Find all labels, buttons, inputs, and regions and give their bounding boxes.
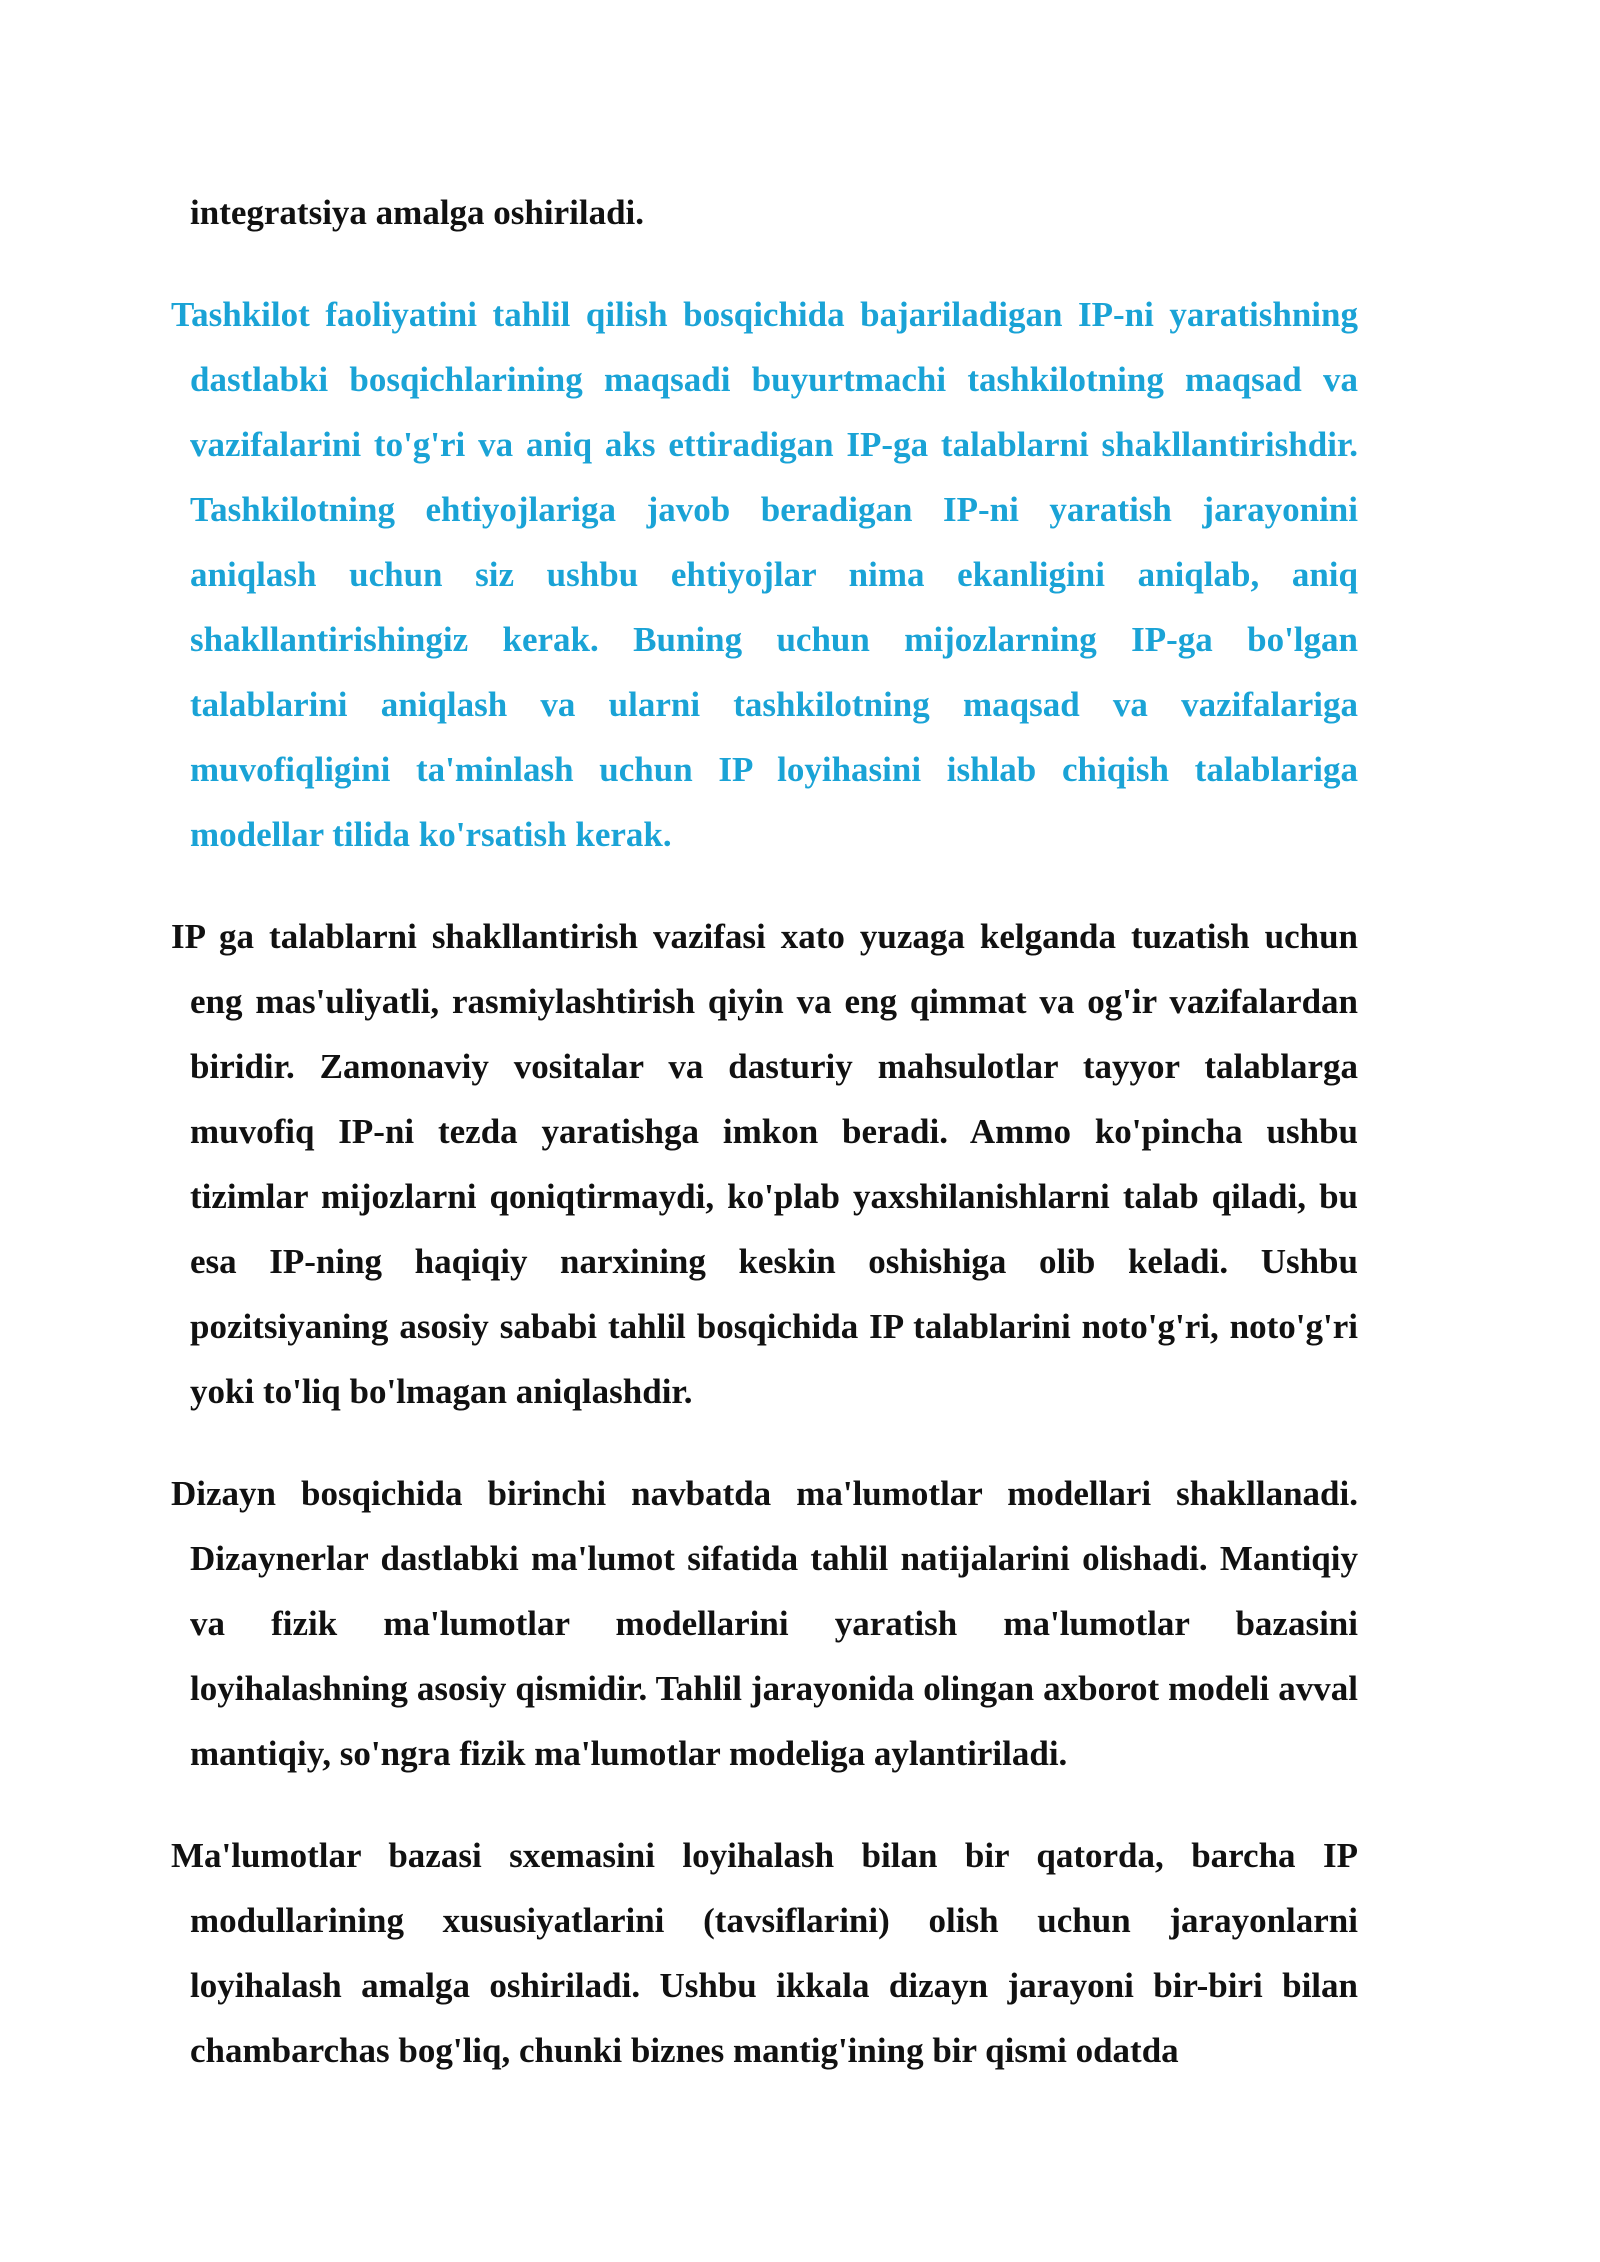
paragraph-design-stage: Dizayn bosqichida birinchi navbatda ma'lumotlar modellari shakllanadi. Dizaynerlar dastlabki ma'lumot sifatida tahlil natijalarini olishadi. Mantiqiy va fizik ma'lumotlar modellarini yaratish ma'lumotlar bazasini loyihalashning asosiy qismidir. Tahlil jarayonida olingan axborot modeli avval mantiqiy, so'ngra fizik ma'lumotlar modeliga aylantiriladi.	[171, 1474, 1358, 1773]
paragraph-continuation: integratsiya amalga oshiriladi.	[190, 193, 645, 232]
paragraph-requirements: IP ga talablarni shakllantirish vazifasi xato yuzaga kelganda tuzatish uchun eng mas'uliyatli, rasmiylashtirish qiyin va eng qimmat va og'ir vazifalardan biridir. Zamonaviy vositalar va dasturiy mahsulotlar tayyor talablarga muvofiq IP-ni tezda yaratishga imkon beradi. Ammo ko'pincha ushbu tizimlar mijozlarni qoniqtirmaydi, ko'plab yaxshilanishlarni talab qiladi, bu esa IP-ning haqiqiy narxining keskin oshishiga olib keladi. Ushbu pozitsiyaning asosiy sababi tahlil bosqichida IP talablarini noto'g'ri, noto'g'ri yoki to'liq bo'lmagan aniqlashdir.	[171, 917, 1358, 1411]
paragraph-highlighted: Tashkilot faoliyatini tahlil qilish bosqichida bajariladigan IP-ni yaratishning dastlabki bosqichlarining maqsadi buyurtmachi tashkilotning maqsad va vazifalarini to'g'ri va aniq aks ettiradigan IP-ga talablarni shakllantirishdir. Tashkilotning ehtiyojlariga javob beradigan IP-ni yaratish jarayonini aniqlash uchun siz ushbu ehtiyojlar nima ekanligini aniqlab, aniq shakllantirishingiz kerak. Buning uchun mijozlarning IP-ga bo'lgan talablarini aniqlash va ularni tashkilotning maqsad va vazifalariga muvofiqligini ta'minlash uchun IP loyihasini ishlab chiqish talablariga modellar tilida ko'rsatish kerak.	[171, 295, 1358, 854]
paragraph-schema-design: Ma'lumotlar bazasi sxemasini loyihalash bilan bir qatorda, barcha IP modullarining xususiyatlarini (tavsiflarini) olish uchun jarayonlarni loyihalash amalga oshiriladi. Ushbu ikkala dizayn jarayoni bir-biri bilan chambarchas bog'liq, chunki biznes mantig'ining bir qismi odatda	[171, 1836, 1358, 2070]
document-body	[171, 180, 1358, 2120]
